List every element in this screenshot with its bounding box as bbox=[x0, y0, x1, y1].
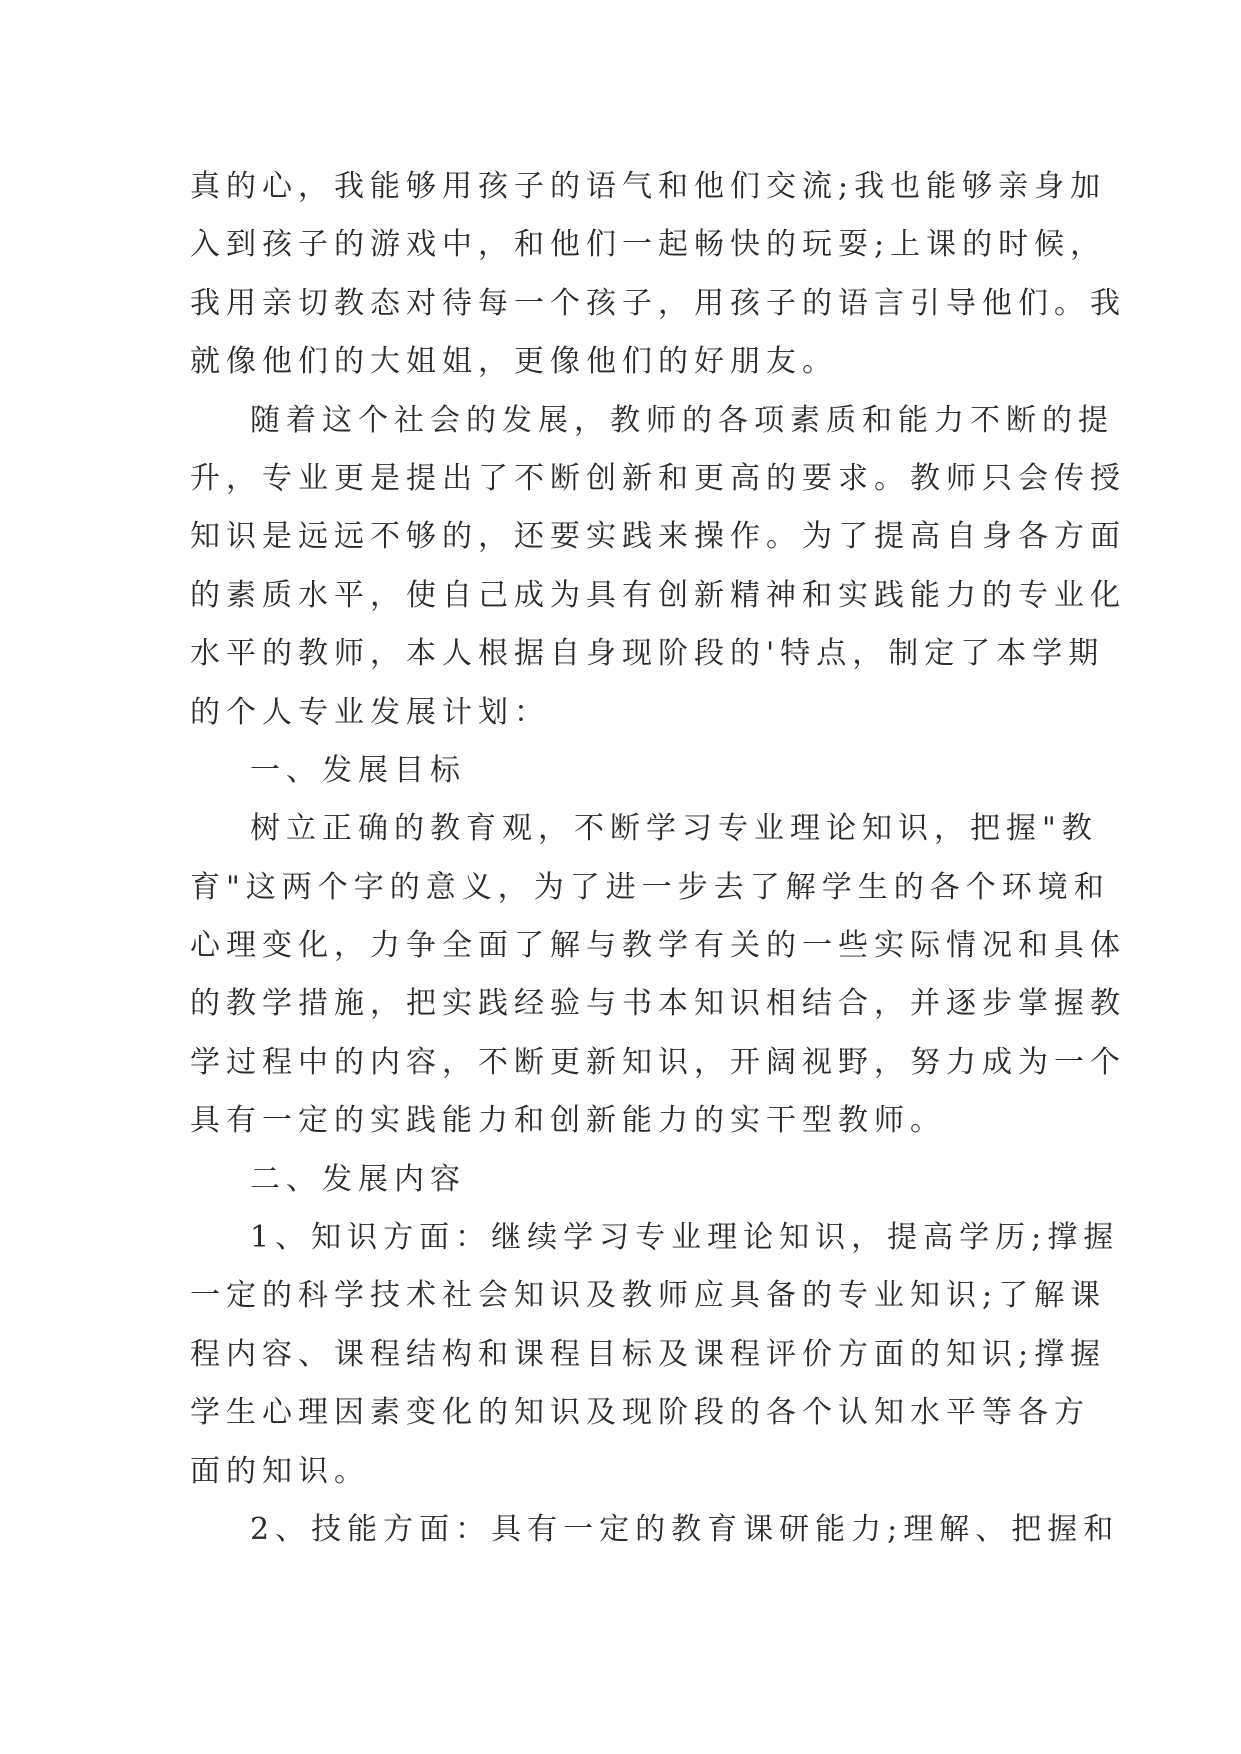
text-line: 升，专业更是提出了不断创新和更高的要求。教师只会传授 bbox=[190, 460, 1126, 496]
text-line: 知识是远远不够的，还要实践来操作。为了提高自身各方面 bbox=[190, 519, 1126, 555]
text-line: 面的知识。 bbox=[190, 1453, 370, 1489]
text-line: 程内容、课程结构和课程目标及课程评价方面的知识;撑握 bbox=[190, 1336, 1107, 1372]
text-line: 学生心理因素变化的知识及现阶段的各个认知水平等各方 bbox=[190, 1395, 1090, 1431]
text-line: 我用亲切教态对待每一个孩子，用孩子的语言引导他们。我 bbox=[190, 285, 1126, 321]
document-body bbox=[190, 158, 1126, 1559]
text-line: 就像他们的大姐姐，更像他们的好朋友。 bbox=[190, 344, 838, 380]
text-line: 真的心，我能够用孩子的语气和他们交流;我也能够亲身加 bbox=[190, 169, 1107, 204]
text-line: 的素质水平，使自己成为具有创新精神和实践能力的专业化 bbox=[190, 577, 1126, 613]
text-line: 入到孩子的游戏中，和他们一起畅快的玩耍;上课的时候， bbox=[190, 227, 1107, 263]
text-line: 二、发展内容 bbox=[250, 1161, 466, 1197]
text-line: 心理变化，力争全面了解与教学有关的一些实际情况和具体 bbox=[190, 928, 1126, 964]
text-line: 学过程中的内容，不断更新知识，开阔视野，努力成为一个 bbox=[190, 1044, 1126, 1080]
text-line: 水平的教师，本人根据自身现阶段的'特点，制定了本学期 bbox=[190, 636, 1105, 672]
text-line: 的个人专业发展计划： bbox=[190, 694, 550, 730]
text-line: 一定的科学技术社会知识及教师应具备的专业知识;了解课 bbox=[190, 1278, 1107, 1314]
text-line: 1、知识方面：继续学习专业理论知识，提高学历;撑握 bbox=[250, 1220, 1120, 1256]
text-line: 2、技能方面：具有一定的教育课研能力;理解、把握和 bbox=[250, 1511, 1120, 1547]
text-line: 具有一定的实践能力和创新能力的实干型教师。 bbox=[190, 1103, 946, 1139]
text-line: 的教学措施，把实践经验与书本知识相结合，并逐步掌握教 bbox=[190, 986, 1126, 1022]
text-line: 树立正确的教育观，不断学习专业理论知识，把握"教 bbox=[250, 811, 1098, 847]
text-line: 育"这两个字的意义，为了进一步去了解学生的各个环境和 bbox=[190, 869, 1110, 905]
text-line: 一、发展目标 bbox=[250, 752, 466, 788]
text-line: 随着这个社会的发展，教师的各项素质和能力不断的提 bbox=[250, 402, 1114, 438]
